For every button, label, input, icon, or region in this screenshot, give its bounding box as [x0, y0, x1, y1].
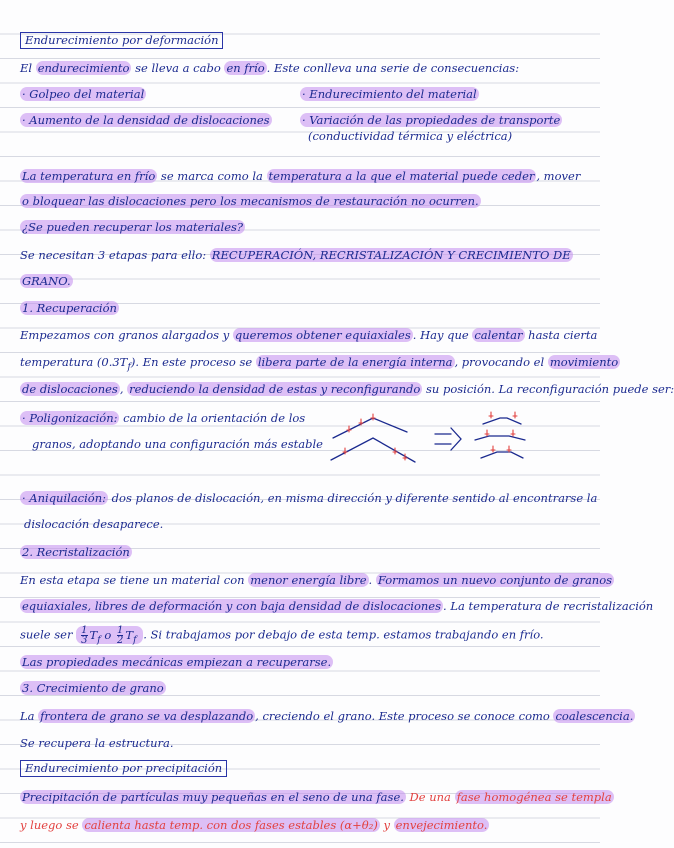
prec-line-2: y luego se calienta hasta temp. con dos fases estables (α+θ₂) y envejecimiento.	[20, 818, 488, 832]
section-title-recristalizacion: 2. Recristalización	[22, 545, 130, 559]
rec-line-1: Empezamos con granos alargados y queremos obtener equiaxiales . Hay que calentar hasta cierta	[20, 328, 598, 342]
section-title-crecimiento: 3. Crecimiento de grano	[22, 681, 164, 695]
poligonizacion-line-1: · Poligonización: cambio de la orientación de los	[22, 411, 306, 425]
bullet-golpeo: · Golpeo del material	[22, 87, 145, 101]
bullet-transporte: · Variación de las propiedades de transporte	[302, 113, 561, 127]
poligonizacion-line-2: granos, adoptando una configuración más estable	[32, 437, 323, 451]
temp-frio-line-1: La temperatura en frío se marca como la temperatura a la que el material puede ceder , mover	[22, 169, 581, 183]
polygonization-sketch	[325, 408, 555, 470]
recr-line-1: En esta etapa se tiene un material con menor energía libre . Formamos un nuevo conjunto de granos	[20, 573, 613, 587]
grain-line-2: Se recupera la estructura.	[20, 736, 174, 750]
recr-line-4: Las propiedades mecánicas empiezan a recuperarse.	[22, 655, 332, 669]
recr-line-2: equiaxiales, libres de deformación y con baja densidad de dislocaciones . La temperatura de recristalización	[22, 599, 654, 613]
aniquilacion-line-1: · Aniquilación: dos planos de dislocación, en misma dirección y diferente sentido al encontrarse la	[22, 491, 598, 505]
recr-temp-range: $\frac{1}{3}$ $T_f$ o $\frac{1}{2}$ $T_f$	[76, 626, 143, 644]
question-line: ¿Se pueden recuperar los materiales?	[22, 220, 244, 234]
section-title-deformation: Endurecimiento por deformación	[20, 32, 223, 49]
bullet-densidad: · Aumento de la densidad de dislocaciones	[22, 113, 270, 127]
section-title-recuperacion: 1. Recuperación	[22, 301, 117, 315]
rec-line-2: temperatura $(0.3T_f)$. En este proceso se libera parte de la energía interna , provocando el movimiento	[20, 355, 619, 373]
stages-line: Se necesitan 3 etapas para ello: RECUPERACIÓN, RECRISTALIZACIÓN Y CRECIMIENTO DE	[20, 248, 571, 262]
section-title-precipitacion: Endurecimiento por precipitación	[20, 760, 227, 777]
intro-line: El endurecimiento se lleva a cabo en frío . Este conlleva una serie de consecuencias:	[20, 61, 520, 75]
grain-line-1: La frontera de grano se va desplazando , creciendo el grano. Este proceso se conoce como coalescencia.	[20, 709, 634, 723]
aniquilacion-line-2: dislocación desaparece.	[24, 517, 164, 531]
stages-line-2: GRANO.	[22, 274, 71, 288]
recr-line-3: suele ser $\frac{1}{3}$ $T_f$ o $\frac{1}{2}$ $T_f$ . Si trabajamos por debajo de esta temp. estamos trabajando en frío.	[20, 625, 544, 646]
temp-frio-line-2: o bloquear las dislocaciones pero los mecanismos de restauración no ocurren.	[22, 194, 479, 208]
rec-line-3: de dislocaciones , reduciendo la densidad de estas y reconfigurando su posición. La reconfiguración puede ser:	[22, 382, 674, 396]
bullet-endurecimiento: · Endurecimiento del material	[302, 87, 477, 101]
prec-line-1: Precipitación de partículas muy pequeñas en el seno de una fase. De una fase homogénea se templa	[22, 790, 612, 804]
bullet-transporte-detail: (conductividad térmica y eléctrica)	[308, 129, 513, 143]
